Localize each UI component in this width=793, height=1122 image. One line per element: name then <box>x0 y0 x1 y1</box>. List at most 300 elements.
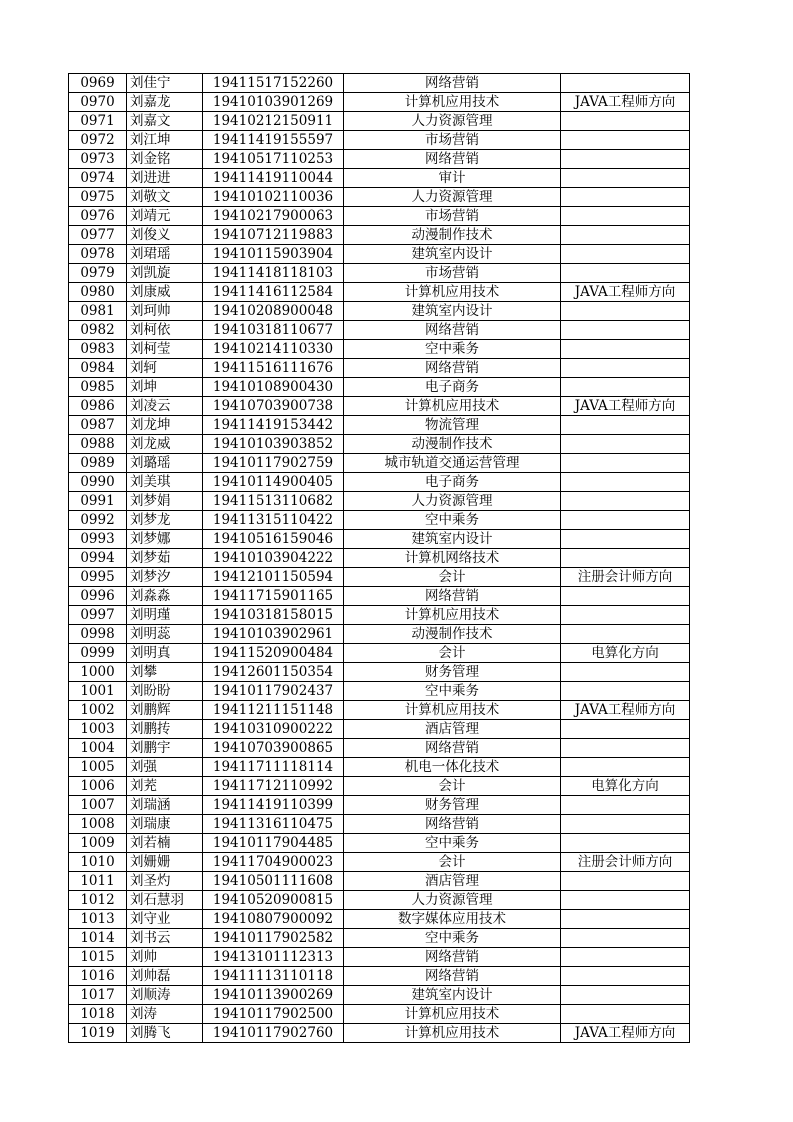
table-row <box>69 378 690 397</box>
major-cell: 建筑室内设计 <box>344 530 561 549</box>
row-number-cell: 0971 <box>69 112 127 131</box>
student-name-cell: 刘轲 <box>127 359 203 378</box>
table-row <box>69 93 690 112</box>
student-name-cell: 刘柯依 <box>127 321 203 340</box>
major-cell: 网络营销 <box>344 739 561 758</box>
direction-cell <box>561 150 690 169</box>
student-id-cell: 19410520900815 <box>203 891 344 910</box>
student-id-cell: 19412601150354 <box>203 663 344 682</box>
student-name-cell: 刘美琪 <box>127 473 203 492</box>
direction-cell: 电算化方向 <box>561 644 690 663</box>
row-number-cell: 1017 <box>69 986 127 1005</box>
student-name-cell: 刘守业 <box>127 910 203 929</box>
student-id-cell: 19410516159046 <box>203 530 344 549</box>
direction-cell <box>561 74 690 93</box>
direction-cell <box>561 606 690 625</box>
direction-cell <box>561 739 690 758</box>
student-name-cell: 刘梦娟 <box>127 492 203 511</box>
student-id-cell: 19410108900430 <box>203 378 344 397</box>
student-id-cell: 19411211151148 <box>203 701 344 720</box>
student-name-cell: 刘淼淼 <box>127 587 203 606</box>
major-cell: 电子商务 <box>344 378 561 397</box>
student-name-cell: 刘珺瑶 <box>127 245 203 264</box>
student-name-cell: 刘梦娜 <box>127 530 203 549</box>
roster-body <box>69 74 690 1043</box>
student-id-cell: 19411416112584 <box>203 283 344 302</box>
student-id-cell: 19410214110330 <box>203 340 344 359</box>
row-number-cell: 1010 <box>69 853 127 872</box>
row-number-cell: 1009 <box>69 834 127 853</box>
row-number-cell: 1018 <box>69 1005 127 1024</box>
row-number-cell: 0985 <box>69 378 127 397</box>
row-number-cell: 0998 <box>69 625 127 644</box>
student-id-cell: 19410115903904 <box>203 245 344 264</box>
student-id-cell: 19411715901165 <box>203 587 344 606</box>
major-cell: 计算机应用技术 <box>344 1024 561 1043</box>
row-number-cell: 1016 <box>69 967 127 986</box>
direction-cell <box>561 549 690 568</box>
major-cell: 网络营销 <box>344 587 561 606</box>
table-row <box>69 910 690 929</box>
table-row <box>69 131 690 150</box>
major-cell: 计算机应用技术 <box>344 701 561 720</box>
direction-cell <box>561 378 690 397</box>
row-number-cell: 1001 <box>69 682 127 701</box>
student-name-cell: 刘珂帅 <box>127 302 203 321</box>
student-id-cell: 19410117902760 <box>203 1024 344 1043</box>
student-name-cell: 刘靖元 <box>127 207 203 226</box>
table-row <box>69 853 690 872</box>
direction-cell <box>561 131 690 150</box>
row-number-cell: 0974 <box>69 169 127 188</box>
student-id-cell: 19410318158015 <box>203 606 344 625</box>
major-cell: 网络营销 <box>344 815 561 834</box>
student-id-cell: 19410117902759 <box>203 454 344 473</box>
direction-cell <box>561 511 690 530</box>
direction-cell <box>561 758 690 777</box>
major-cell: 计算机网络技术 <box>344 549 561 568</box>
major-cell: 物流管理 <box>344 416 561 435</box>
student-name-cell: 刘明瑾 <box>127 606 203 625</box>
student-id-cell: 19413101112313 <box>203 948 344 967</box>
direction-cell: JAVA工程师方向 <box>561 1024 690 1043</box>
table-row <box>69 891 690 910</box>
major-cell: 计算机应用技术 <box>344 397 561 416</box>
student-id-cell: 19411113110118 <box>203 967 344 986</box>
major-cell: 空中乘务 <box>344 511 561 530</box>
table-row <box>69 720 690 739</box>
row-number-cell: 1000 <box>69 663 127 682</box>
student-id-cell: 19410807900092 <box>203 910 344 929</box>
row-number-cell: 1019 <box>69 1024 127 1043</box>
table-row <box>69 1024 690 1043</box>
table-row <box>69 758 690 777</box>
direction-cell: JAVA工程师方向 <box>561 397 690 416</box>
student-name-cell: 刘璐瑶 <box>127 454 203 473</box>
row-number-cell: 0982 <box>69 321 127 340</box>
student-id-cell: 19411517152260 <box>203 74 344 93</box>
major-cell: 人力资源管理 <box>344 112 561 131</box>
direction-cell <box>561 929 690 948</box>
student-name-cell: 刘金铭 <box>127 150 203 169</box>
row-number-cell: 1002 <box>69 701 127 720</box>
direction-cell: 注册会计师方向 <box>561 853 690 872</box>
student-name-cell: 刘腾飞 <box>127 1024 203 1043</box>
row-number-cell: 1005 <box>69 758 127 777</box>
major-cell: 审计 <box>344 169 561 188</box>
student-id-cell: 19411513110682 <box>203 492 344 511</box>
student-name-cell: 刘鹏宇 <box>127 739 203 758</box>
table-row <box>69 777 690 796</box>
major-cell: 网络营销 <box>344 150 561 169</box>
table-row <box>69 340 690 359</box>
table-row <box>69 872 690 891</box>
row-number-cell: 1014 <box>69 929 127 948</box>
student-name-cell: 刘姗姗 <box>127 853 203 872</box>
table-row <box>69 606 690 625</box>
major-cell: 机电一体化技术 <box>344 758 561 777</box>
row-number-cell: 0972 <box>69 131 127 150</box>
table-row <box>69 834 690 853</box>
table-row <box>69 815 690 834</box>
major-cell: 空中乘务 <box>344 834 561 853</box>
student-id-cell: 19410208900048 <box>203 302 344 321</box>
row-number-cell: 1012 <box>69 891 127 910</box>
direction-cell: JAVA工程师方向 <box>561 283 690 302</box>
major-cell: 财务管理 <box>344 796 561 815</box>
direction-cell <box>561 207 690 226</box>
student-name-cell: 刘圣灼 <box>127 872 203 891</box>
direction-cell <box>561 169 690 188</box>
table-row <box>69 644 690 663</box>
table-row <box>69 568 690 587</box>
table-row <box>69 701 690 720</box>
major-cell: 计算机应用技术 <box>344 283 561 302</box>
direction-cell <box>561 416 690 435</box>
row-number-cell: 0995 <box>69 568 127 587</box>
student-name-cell: 刘佳宁 <box>127 74 203 93</box>
row-number-cell: 0983 <box>69 340 127 359</box>
row-number-cell: 1006 <box>69 777 127 796</box>
student-id-cell: 19411520900484 <box>203 644 344 663</box>
student-id-cell: 19410117902500 <box>203 1005 344 1024</box>
student-name-cell: 刘坤 <box>127 378 203 397</box>
major-cell: 动漫制作技术 <box>344 625 561 644</box>
row-number-cell: 0975 <box>69 188 127 207</box>
major-cell: 酒店管理 <box>344 720 561 739</box>
student-name-cell: 刘康威 <box>127 283 203 302</box>
student-name-cell: 刘嘉文 <box>127 112 203 131</box>
student-id-cell: 19410103901269 <box>203 93 344 112</box>
major-cell: 会计 <box>344 853 561 872</box>
student-name-cell: 刘俊义 <box>127 226 203 245</box>
direction-cell <box>561 359 690 378</box>
student-id-cell: 19410310900222 <box>203 720 344 739</box>
table-row <box>69 663 690 682</box>
row-number-cell: 1007 <box>69 796 127 815</box>
student-id-cell: 19410318110677 <box>203 321 344 340</box>
direction-cell <box>561 435 690 454</box>
student-name-cell: 刘涛 <box>127 1005 203 1024</box>
student-id-cell: 19410102110036 <box>203 188 344 207</box>
student-name-cell: 刘帅磊 <box>127 967 203 986</box>
table-row <box>69 967 690 986</box>
major-cell: 网络营销 <box>344 74 561 93</box>
direction-cell: 电算化方向 <box>561 777 690 796</box>
direction-cell <box>561 245 690 264</box>
major-cell: 市场营销 <box>344 264 561 283</box>
major-cell: 网络营销 <box>344 359 561 378</box>
table-row <box>69 245 690 264</box>
table-row <box>69 948 690 967</box>
table-row <box>69 435 690 454</box>
major-cell: 计算机应用技术 <box>344 1005 561 1024</box>
major-cell: 电子商务 <box>344 473 561 492</box>
major-cell: 空中乘务 <box>344 682 561 701</box>
student-id-cell: 19410712119883 <box>203 226 344 245</box>
student-name-cell: 刘明蕊 <box>127 625 203 644</box>
student-name-cell: 刘嘉龙 <box>127 93 203 112</box>
row-number-cell: 0984 <box>69 359 127 378</box>
row-number-cell: 0999 <box>69 644 127 663</box>
student-name-cell: 刘敬文 <box>127 188 203 207</box>
direction-cell <box>561 967 690 986</box>
table-row <box>69 796 690 815</box>
student-id-cell: 19412101150594 <box>203 568 344 587</box>
row-number-cell: 0997 <box>69 606 127 625</box>
row-number-cell: 0991 <box>69 492 127 511</box>
table-row <box>69 283 690 302</box>
table-row <box>69 454 690 473</box>
direction-cell <box>561 340 690 359</box>
direction-cell <box>561 815 690 834</box>
row-number-cell: 0988 <box>69 435 127 454</box>
student-id-cell: 19410114900405 <box>203 473 344 492</box>
row-number-cell: 1013 <box>69 910 127 929</box>
student-name-cell: 刘柯莹 <box>127 340 203 359</box>
table-row <box>69 226 690 245</box>
student-name-cell: 刘梦龙 <box>127 511 203 530</box>
student-id-cell: 19411704900023 <box>203 853 344 872</box>
student-name-cell: 刘石慧羽 <box>127 891 203 910</box>
student-id-cell: 19410117904485 <box>203 834 344 853</box>
table-row <box>69 397 690 416</box>
student-name-cell: 刘龙威 <box>127 435 203 454</box>
direction-cell <box>561 663 690 682</box>
student-id-cell: 19410212150911 <box>203 112 344 131</box>
row-number-cell: 1003 <box>69 720 127 739</box>
student-id-cell: 19411419110044 <box>203 169 344 188</box>
direction-cell <box>561 454 690 473</box>
table-row <box>69 74 690 93</box>
major-cell: 建筑室内设计 <box>344 302 561 321</box>
row-number-cell: 1008 <box>69 815 127 834</box>
direction-cell <box>561 321 690 340</box>
row-number-cell: 1004 <box>69 739 127 758</box>
major-cell: 会计 <box>344 568 561 587</box>
direction-cell: 注册会计师方向 <box>561 568 690 587</box>
student-id-cell: 19411316110475 <box>203 815 344 834</box>
student-name-cell: 刘帅 <box>127 948 203 967</box>
student-id-cell: 19410117902437 <box>203 682 344 701</box>
direction-cell <box>561 492 690 511</box>
major-cell: 人力资源管理 <box>344 492 561 511</box>
row-number-cell: 0980 <box>69 283 127 302</box>
table-row <box>69 473 690 492</box>
major-cell: 网络营销 <box>344 948 561 967</box>
table-row <box>69 302 690 321</box>
direction-cell <box>561 1005 690 1024</box>
table-row <box>69 511 690 530</box>
table-row <box>69 264 690 283</box>
major-cell: 计算机应用技术 <box>344 93 561 112</box>
direction-cell: JAVA工程师方向 <box>561 701 690 720</box>
student-id-cell: 19411711118114 <box>203 758 344 777</box>
student-id-cell: 19410703900865 <box>203 739 344 758</box>
student-id-cell: 19411712110992 <box>203 777 344 796</box>
table-row <box>69 169 690 188</box>
direction-cell <box>561 473 690 492</box>
student-name-cell: 刘鹏抟 <box>127 720 203 739</box>
row-number-cell: 0977 <box>69 226 127 245</box>
student-id-cell: 19411419110399 <box>203 796 344 815</box>
student-name-cell: 刘梦茹 <box>127 549 203 568</box>
student-id-cell: 19411418118103 <box>203 264 344 283</box>
direction-cell <box>561 796 690 815</box>
major-cell: 市场营销 <box>344 207 561 226</box>
row-number-cell: 1011 <box>69 872 127 891</box>
row-number-cell: 0973 <box>69 150 127 169</box>
row-number-cell: 0979 <box>69 264 127 283</box>
student-id-cell: 19410217900063 <box>203 207 344 226</box>
student-name-cell: 刘凌云 <box>127 397 203 416</box>
row-number-cell: 0981 <box>69 302 127 321</box>
student-name-cell: 刘若楠 <box>127 834 203 853</box>
student-id-cell: 19411516111676 <box>203 359 344 378</box>
table-row <box>69 359 690 378</box>
row-number-cell: 0987 <box>69 416 127 435</box>
direction-cell <box>561 872 690 891</box>
row-number-cell: 0993 <box>69 530 127 549</box>
table-row <box>69 986 690 1005</box>
major-cell: 酒店管理 <box>344 872 561 891</box>
student-name-cell: 刘书云 <box>127 929 203 948</box>
table-row <box>69 739 690 758</box>
major-cell: 财务管理 <box>344 663 561 682</box>
student-id-cell: 19410703900738 <box>203 397 344 416</box>
student-name-cell: 刘瑞涵 <box>127 796 203 815</box>
row-number-cell: 0989 <box>69 454 127 473</box>
major-cell: 动漫制作技术 <box>344 435 561 454</box>
student-name-cell: 刘攀 <box>127 663 203 682</box>
row-number-cell: 0994 <box>69 549 127 568</box>
student-name-cell: 刘凯旋 <box>127 264 203 283</box>
table-row <box>69 587 690 606</box>
direction-cell <box>561 188 690 207</box>
direction-cell <box>561 264 690 283</box>
row-number-cell: 0969 <box>69 74 127 93</box>
student-roster-table <box>68 73 690 1043</box>
student-id-cell: 19410103903852 <box>203 435 344 454</box>
student-name-cell: 刘龙坤 <box>127 416 203 435</box>
table-row <box>69 625 690 644</box>
direction-cell <box>561 302 690 321</box>
row-number-cell: 0970 <box>69 93 127 112</box>
table-row <box>69 929 690 948</box>
row-number-cell: 0992 <box>69 511 127 530</box>
student-id-cell: 19410103904222 <box>203 549 344 568</box>
student-name-cell: 刘盼盼 <box>127 682 203 701</box>
major-cell: 会计 <box>344 777 561 796</box>
table-row <box>69 112 690 131</box>
direction-cell <box>561 986 690 1005</box>
table-row <box>69 682 690 701</box>
direction-cell <box>561 226 690 245</box>
major-cell: 建筑室内设计 <box>344 986 561 1005</box>
table-row <box>69 150 690 169</box>
student-name-cell: 刘强 <box>127 758 203 777</box>
major-cell: 动漫制作技术 <box>344 226 561 245</box>
major-cell: 人力资源管理 <box>344 188 561 207</box>
student-name-cell: 刘鹏辉 <box>127 701 203 720</box>
major-cell: 人力资源管理 <box>344 891 561 910</box>
major-cell: 市场营销 <box>344 131 561 150</box>
row-number-cell: 0986 <box>69 397 127 416</box>
table-row <box>69 416 690 435</box>
student-id-cell: 19411419153442 <box>203 416 344 435</box>
direction-cell <box>561 530 690 549</box>
major-cell: 网络营销 <box>344 967 561 986</box>
row-number-cell: 0996 <box>69 587 127 606</box>
student-id-cell: 19411419155597 <box>203 131 344 150</box>
student-name-cell: 刘茺 <box>127 777 203 796</box>
row-number-cell: 1015 <box>69 948 127 967</box>
major-cell: 计算机应用技术 <box>344 606 561 625</box>
direction-cell <box>561 720 690 739</box>
student-name-cell: 刘明真 <box>127 644 203 663</box>
direction-cell <box>561 587 690 606</box>
student-id-cell: 19410517110253 <box>203 150 344 169</box>
table-row <box>69 1005 690 1024</box>
table-row <box>69 207 690 226</box>
row-number-cell: 0978 <box>69 245 127 264</box>
table-row <box>69 321 690 340</box>
direction-cell <box>561 625 690 644</box>
major-cell: 会计 <box>344 644 561 663</box>
row-number-cell: 0976 <box>69 207 127 226</box>
table-row <box>69 549 690 568</box>
table-row <box>69 530 690 549</box>
major-cell: 空中乘务 <box>344 929 561 948</box>
major-cell: 空中乘务 <box>344 340 561 359</box>
major-cell: 数字媒体应用技术 <box>344 910 561 929</box>
student-id-cell: 19410103902961 <box>203 625 344 644</box>
major-cell: 城市轨道交通运营管理 <box>344 454 561 473</box>
direction-cell <box>561 682 690 701</box>
major-cell: 网络营销 <box>344 321 561 340</box>
student-id-cell: 19410113900269 <box>203 986 344 1005</box>
major-cell: 建筑室内设计 <box>344 245 561 264</box>
student-name-cell: 刘梦汐 <box>127 568 203 587</box>
direction-cell <box>561 910 690 929</box>
student-id-cell: 19410117902582 <box>203 929 344 948</box>
student-name-cell: 刘进进 <box>127 169 203 188</box>
direction-cell <box>561 891 690 910</box>
table-row <box>69 492 690 511</box>
student-name-cell: 刘顺涛 <box>127 986 203 1005</box>
table-row <box>69 188 690 207</box>
direction-cell <box>561 948 690 967</box>
